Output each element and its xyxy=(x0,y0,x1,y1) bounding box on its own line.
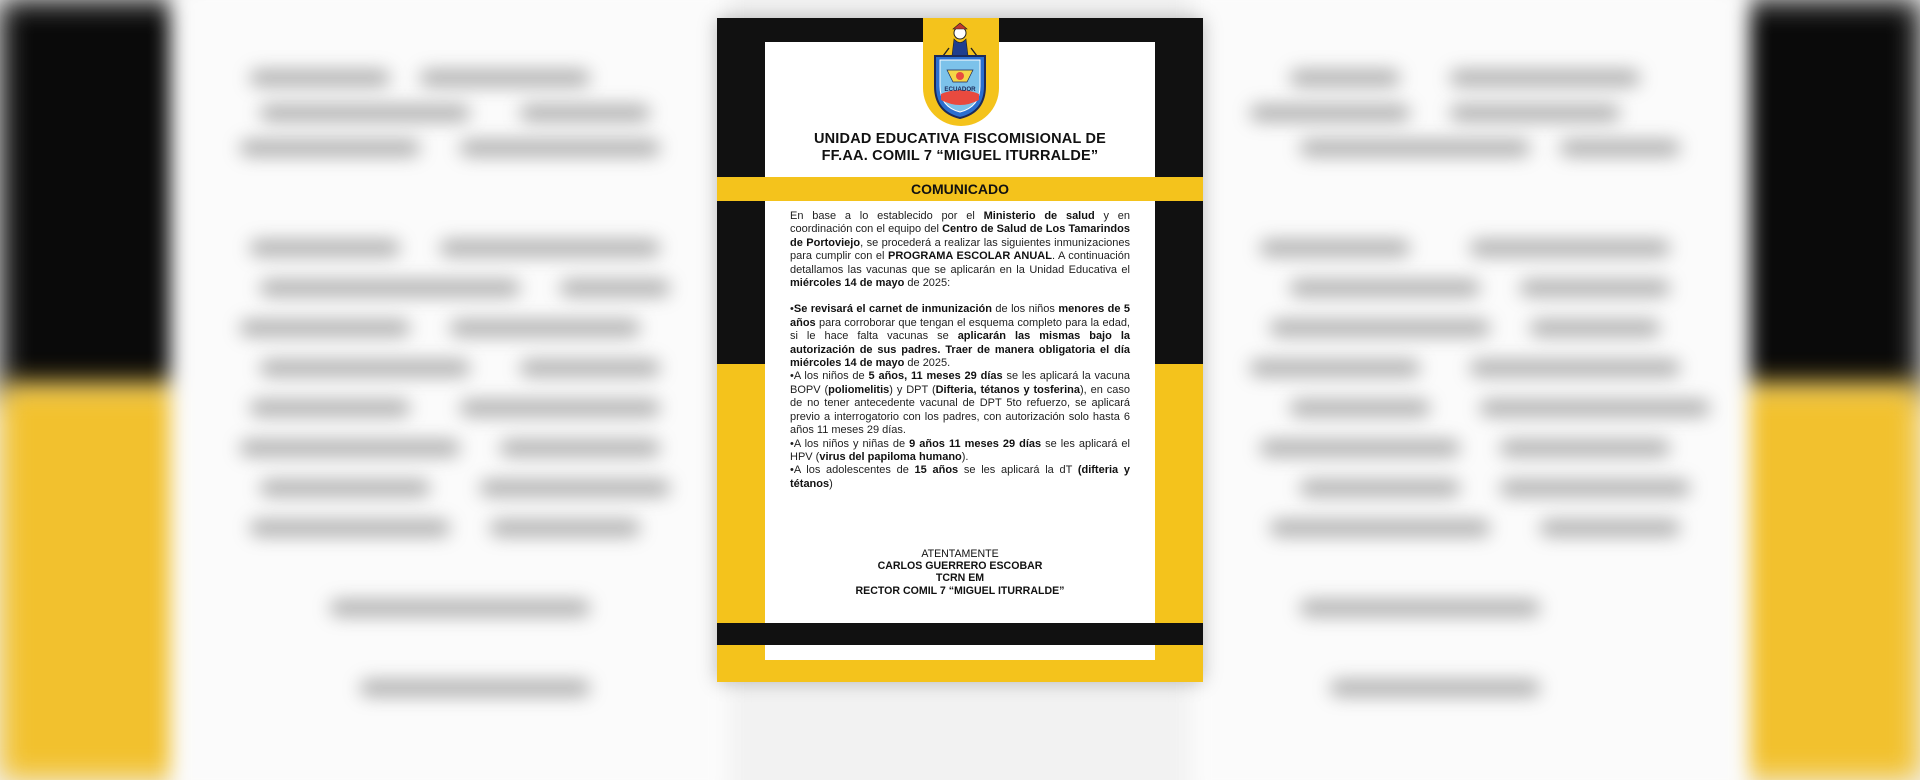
school-title-line-2: FF.AA. COMIL 7 “MIGUEL ITURRALDE” xyxy=(821,148,1099,164)
bold-text-run: 9 años 11 meses 29 días xyxy=(909,437,1042,450)
blurred-text-line xyxy=(360,680,590,696)
blurred-text-line xyxy=(520,105,650,121)
blurred-text-line xyxy=(1300,600,1540,616)
blurred-text-line xyxy=(1300,140,1530,156)
vaccination-list xyxy=(790,303,1130,491)
blurred-text-line xyxy=(1530,320,1660,336)
blurred-text-line xyxy=(240,140,420,156)
text-run: de 2025: xyxy=(904,277,951,290)
communique-flyer xyxy=(717,18,1203,682)
text-run: ) y DPT ( xyxy=(889,383,936,396)
bold-text-run: 5 años, 11 meses 29 días xyxy=(868,370,1003,383)
blurred-text-line xyxy=(1560,140,1680,156)
bold-text-run: miércoles 14 de mayo xyxy=(790,277,905,290)
bold-text-run: 15 años xyxy=(914,464,959,477)
text-run: ). xyxy=(961,450,969,463)
blurred-text-line xyxy=(420,70,590,86)
bold-text-run: menores de 5 años xyxy=(790,303,1131,329)
blurred-text-line xyxy=(1470,240,1670,256)
vaccination-list-item xyxy=(790,303,1130,370)
blurred-text-line xyxy=(260,105,470,121)
blurred-text-line xyxy=(480,480,670,496)
blurred-text-line xyxy=(460,400,660,416)
background-dark-panel-right xyxy=(1720,0,1920,395)
blurred-text-line xyxy=(460,140,660,156)
blurred-text-line xyxy=(260,480,430,496)
bold-text-run: PROGRAMA ESCOLAR ANUAL xyxy=(887,250,1052,263)
flyer-bottom-bar xyxy=(717,623,1203,645)
blurred-text-line xyxy=(1480,400,1710,416)
blurred-text-line xyxy=(1270,320,1490,336)
text-run: se les aplicará la dT xyxy=(958,464,1078,477)
crest-text: ECUADOR xyxy=(944,86,976,93)
blurred-text-line xyxy=(1290,70,1400,86)
signer-rank: TCRN EM xyxy=(935,572,985,585)
blurred-text-line xyxy=(250,400,410,416)
signer-role: RECTOR COMIL 7 “MIGUEL ITURRALDE” xyxy=(855,584,1065,597)
text-run: , se procederá a realizar las siguientes inmunizaciones para cumplir con el xyxy=(790,236,1130,263)
blurred-text-line xyxy=(1540,520,1680,536)
blurred-text-line xyxy=(250,520,450,536)
blurred-text-line xyxy=(1500,480,1690,496)
text-run: •A los adolescentes de xyxy=(790,464,915,477)
intro-paragraph xyxy=(790,210,1130,290)
blurred-text-line xyxy=(1250,360,1420,376)
bold-text-run: Se revisará el carnet de inmunización xyxy=(793,303,992,316)
text-run: de los niños xyxy=(992,303,1059,316)
text-run: En base a lo establecido por el xyxy=(790,210,984,222)
blurred-text-line xyxy=(1500,440,1670,456)
blurred-text-line xyxy=(440,240,660,256)
blurred-text-line xyxy=(1470,360,1680,376)
paragraph-gap xyxy=(790,290,1130,303)
blurred-text-line xyxy=(250,240,400,256)
bold-text-run: poliomelitis xyxy=(828,383,890,396)
closing-text: ATENTAMENTE xyxy=(921,548,999,560)
text-run: se les aplicará el HPV ( xyxy=(790,437,1130,463)
text-run: . A continuación detallamos las vacunas que se aplicarán en la Unidad Educativa el xyxy=(790,250,1130,276)
blurred-text-line xyxy=(1330,680,1540,696)
school-title-line-1: UNIDAD EDUCATIVA FISCOMISIONAL DE xyxy=(813,131,1107,147)
bold-text-run: aplicarán las mismas bajo la autorización de sus padres. Traer de manera obligatoria el día miércoles 14 de mayo xyxy=(790,330,1131,370)
school-crest-icon xyxy=(927,20,993,124)
text-run: para corroborar que tengan el esquema completo para la edad, si le hace falta vacunas se xyxy=(790,316,1130,343)
text-run: •A los niños y niñas de xyxy=(790,437,910,450)
vaccination-list-item xyxy=(790,438,1130,465)
bold-text-run: (difteria y tétanos xyxy=(790,464,1130,490)
vaccination-list-item xyxy=(790,464,1130,491)
blurred-text-line xyxy=(240,320,410,336)
text-run: y en coordinación con el equipo del xyxy=(790,210,1130,236)
blurred-text-line xyxy=(1520,280,1670,296)
blurred-text-line xyxy=(450,320,640,336)
communique-body xyxy=(790,210,1130,491)
vaccination-list-item xyxy=(790,370,1130,437)
signer-name: CARLOS GUERRERO ESCOBAR xyxy=(877,560,1043,573)
blurred-text-line xyxy=(490,520,640,536)
text-run: ), en caso de no tener antecedente vacunal de DPT 5to refuerzo, se aplicará previo a interrogatorio con los padres, con autorización solo hasta 6 años 11 meses 29 días. xyxy=(790,383,1130,437)
signature-block xyxy=(765,548,1155,597)
text-run: •A los niños de xyxy=(790,370,869,383)
blurred-text-line xyxy=(520,360,660,376)
blurred-text-line xyxy=(1260,240,1410,256)
blurred-text-line xyxy=(1290,400,1430,416)
bold-text-run: virus del papiloma humano xyxy=(819,450,962,463)
blurred-text-line xyxy=(260,280,520,296)
bold-text-run: Difteria, tétanos y tosferina xyxy=(935,383,1080,396)
blurred-text-line xyxy=(330,600,590,616)
blurred-text-line xyxy=(1260,440,1460,456)
communique-heading: COMUNICADO xyxy=(717,177,1203,201)
blurred-text-line xyxy=(1290,280,1480,296)
bold-text-run: Centro de Salud de Los Tamarindos de Portoviejo xyxy=(790,223,1130,249)
blurred-text-line xyxy=(260,360,470,376)
text-run: ) xyxy=(829,477,833,490)
blurred-text-line xyxy=(250,70,390,86)
text-run: • xyxy=(790,303,794,316)
text-run: se les aplicará la vacuna BOPV ( xyxy=(790,370,1131,396)
blurred-text-line xyxy=(500,440,660,456)
bold-text-run: Ministerio de salud xyxy=(983,210,1095,222)
blurred-text-line xyxy=(1300,480,1460,496)
school-title xyxy=(765,131,1155,165)
blurred-text-line xyxy=(1270,520,1490,536)
blurred-text-line xyxy=(1250,105,1410,121)
blurred-text-line xyxy=(1450,105,1620,121)
text-run: de 2025. xyxy=(904,357,951,370)
blurred-text-line xyxy=(560,280,670,296)
blurred-text-line xyxy=(1450,70,1640,86)
background-yellow-panel-right xyxy=(1720,385,1920,780)
blurred-text-line xyxy=(240,440,460,456)
